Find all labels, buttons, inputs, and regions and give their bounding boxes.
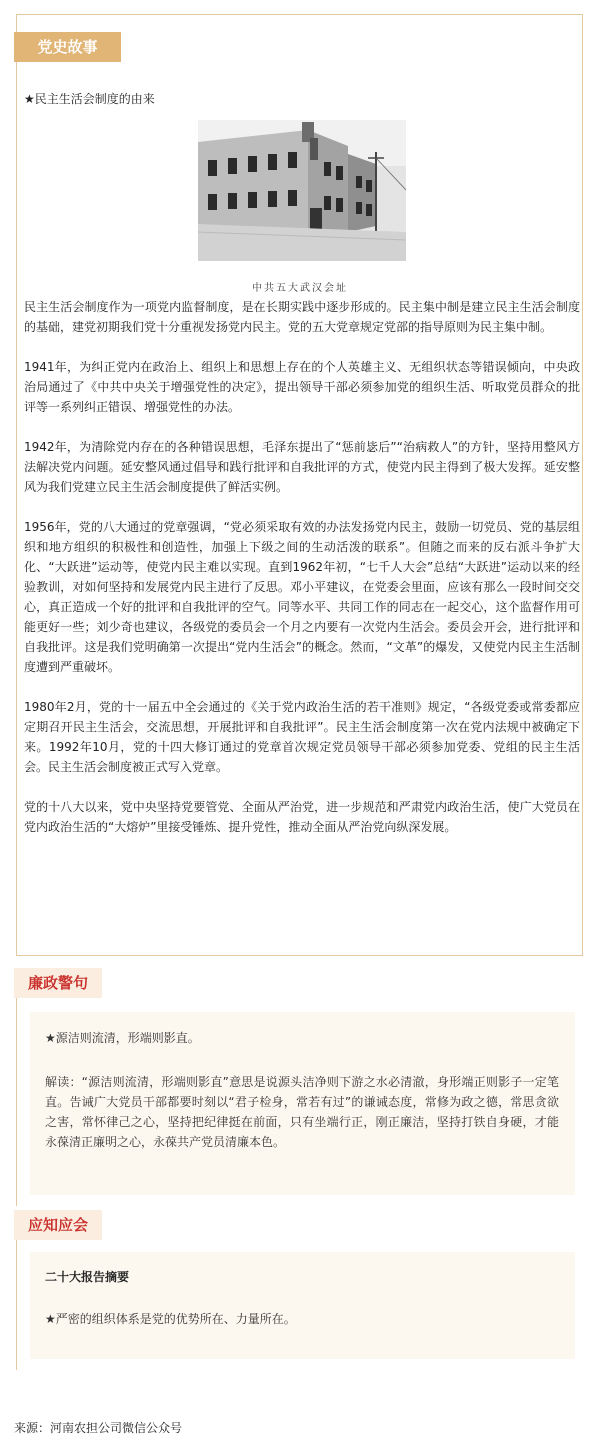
story-body	[24, 297, 580, 857]
story-paragraph: 1980年2月，党的十一届五中全会通过的《关于党内政治生活的若干准则》规定，“各级党委或常委都应定期召开民主生活会，交流思想，开展批评和自我批评”。民主生活会制度第一次在党内法规中被确定下来。1992年10月，党的十四大修订通过的党章首次规定党员领导干部必须参加党委、党组的民主生活会。民主生活会制度被正式写入党章。	[24, 700, 580, 774]
section-divider-line	[16, 998, 17, 1206]
integrity-explanation: 解读：“源洁则流清，形端则影直”意思是说源头洁净则下游之水必清澈，身形端正则影子一定笔直。告诫广大党员干部都要时刻以“君子检身，常若有过”的谦诫态度，常修为政之德，常思贪欲之害，常怀律己之心，坚持把纪律挺在前面，只有坐端行正，刚正廉洁，坚持打铁自身硬，才能永葆清正廉明之心，永葆共产党员清廉本色。	[45, 1075, 559, 1149]
section-heading-integrity: 廉政警句	[14, 968, 102, 998]
section-tag-party-history: 党史故事	[14, 32, 121, 62]
section-divider-line	[16, 1240, 17, 1370]
source-credit: 来源：河南农担公司微信公众号	[14, 1421, 183, 1435]
knowledge-item: ★严密的组织体系是党的优势所在、力量所在。	[45, 1312, 296, 1326]
story-paragraph: 1942年，为清除党内存在的各种错误思想，毛泽东提出了“惩前毖后”“治病救人”的方针，坚持用整风方法解决党内问题。延安整风通过倡导和践行批评和自我批评的方式，使党内民主得到了极大发挥。延安整风为我们党建立民主生活会制度提供了鲜活实例。	[24, 440, 580, 494]
story-paragraph: 1956年，党的八大通过的党章强调，“党必须采取有效的办法发扬党内民主，鼓励一切党员、党的基层组织和地方组织的积极性和创造性，加强上下级之间的生动活泼的联系”。但随之而来的反右派斗争扩大化、“大跃进”运动等，使党内民主难以实现。直到1962年初，“七千人大会”总结“大跃进”运动以来的经验教训，对如何坚持和发展党内民主进行了反思。邓小平建议，在党委会里面，应该有那么一段时间交交心，真正造成一个好的批评和自我批评的空气。同等水平、共同工作的同志在一起交心，这个监督作用可能更好一些；刘少奇也建议，各级党的委员会一个月之内要有一次党内生活会。委员会开会，进行批评和自我批评。这是我们党明确第一次提出“党内生活会”的概念。然而，“文革”的爆发，又使党内民主生活制度遭到严重破坏。	[24, 520, 580, 674]
story-paragraph: 党的十八大以来，党中央坚持党要管党、全面从严治党，进一步规范和严肃党内政治生活，使广大党员在党内政治生活的“大熔炉”里接受锤炼、提升党性，推动全面从严治党向纵深发展。	[24, 800, 580, 834]
historic-building-photo	[198, 120, 406, 261]
section-heading-knowledge: 应知应会	[14, 1210, 102, 1240]
story-paragraph: 1941年，为纠正党内在政治上、组织上和思想上存在的个人英雄主义、无组织状态等错误倾向，中央政治局通过了《中共中央关于增强党性的决定》，提出领导干部必须参加党的组织生活、听取党员群众的批评等一系列纠正错误、增强党性的办法。	[24, 360, 580, 414]
integrity-quote: ★源洁则流清，形端则影直。	[45, 1031, 200, 1045]
knowledge-title: 二十大报告摘要	[45, 1270, 130, 1284]
story-subtitle: ★民主生活会制度的由来	[24, 92, 155, 106]
story-paragraph: 民主生活会制度作为一项党内监督制度，是在长期实践中逐步形成的。民主集中制是建立民主生活会制度的基础，建党初期我们党十分重视发扬党内民主。党的五大党章规定党部的指导原则为民主集中制。	[24, 300, 580, 334]
photo-caption: 中共五大武汉会址	[252, 283, 348, 294]
